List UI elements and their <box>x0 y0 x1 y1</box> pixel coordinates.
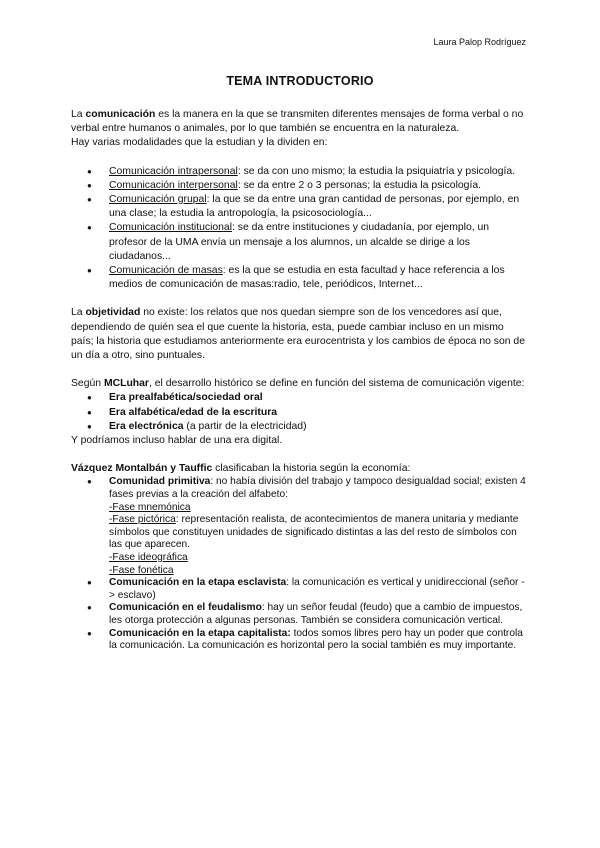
modalities-list <box>71 165 527 293</box>
document-title: TEMA INTRODUCTORIO <box>226 74 374 88</box>
intro-paragraph: La comunicación es la manera en la que se transmiten diferentes mensajes de forma verbal o no verbal entre humanos o animales, por lo que también se encuentra en la naturaleza. <box>71 109 524 135</box>
list-item: ● Comunicación en el feudalismo: hay un señor feudal (feudo) que a cambio de impuestos, les otorga protección a algunas personas. También se considera comunicación vertical. <box>71 602 527 627</box>
objectivity-paragraph: La objetividad no existe: los relatos que nos quedan siempre son de los vencedores así que, dependiendo de quién sea el que cuente la historia, esta, puede cambiar incluso en un mismo país; la historia que estudiamos anteriormente era eurocentrista y los cambios de época no son de un día a otro, sino puntuales. <box>71 307 525 362</box>
list-item: ● Comunicación intrapersonal: se da con uno mismo; la estudia la psiquiatría y psicología. <box>71 165 527 179</box>
list-item: ● Comunicación en la etapa esclavista: la comunicación es vertical y unidireccional (señor -> esclavo) <box>71 577 527 602</box>
mcluhan-paragraph: Según MCLuhar, el desarrollo histórico se define en función del sistema de comunicación vigente: <box>71 378 525 390</box>
list-item: ● Comunicación institucional: se da entre instituciones y ciudadanía, por ejemplo, un profesor de la UMA envía un mensaje a los alumnos, un alcalde se dirige a los ciudadanos... <box>71 221 527 264</box>
list-item: ● Comunicación grupal: la que se da entre una gran cantidad de personas, por ejemplo, en una clase; la estudia la antropología, la psicosociología... <box>71 193 527 221</box>
economy-list <box>71 476 527 652</box>
vazquez-paragraph: Vázquez Montalbán y Tauffic clasificaban la historia según la economía: <box>71 463 411 475</box>
list-item: ● Comunicación interpersonal: se da entre 2 o 3 personas; la estudia la psicología. <box>71 179 527 193</box>
list-item: ● Era electrónica (a partir de la electricidad) <box>71 420 527 434</box>
list-item: ● Comunidad primitiva: no había división del trabajo y tampoco desigualdad social; existen 4 fases previas a la creación del alfabeto: -Fase mnemónica -Fase pictórica: representación realista, de acontecimientos de manera unitaria y mediante símbolos que constituyen unidades de significado distintas a las del resto de símbolos con las que aparecen. -Fase ideográfica -Fase fonética <box>71 476 527 577</box>
list-item: ● Comunicación de masas: es la que se estudia en esta facultad y hace referencia a los medios de comunicación de masas:radio, tele, periódicos, Internet... <box>71 264 527 292</box>
mcluhan-closing: Y podríamos incluso hablar de una era digital. <box>71 435 283 447</box>
intro-line: Hay varias modalidades que la estudian y la dividen en: <box>71 137 328 149</box>
author-name: Laura Palop Rodríguez <box>433 37 526 47</box>
list-item: ● Comunicación en la etapa capitalista: todos somos libres pero hay un poder que controla la comunicación. La comunicación es horizontal pero la social también es muy importante. <box>71 628 527 653</box>
list-item: ● Era prealfabética/sociedad oral <box>71 391 527 405</box>
eras-list <box>71 391 527 434</box>
document-body <box>71 108 527 653</box>
list-item: ● Era alfabética/edad de la escritura <box>71 406 527 420</box>
